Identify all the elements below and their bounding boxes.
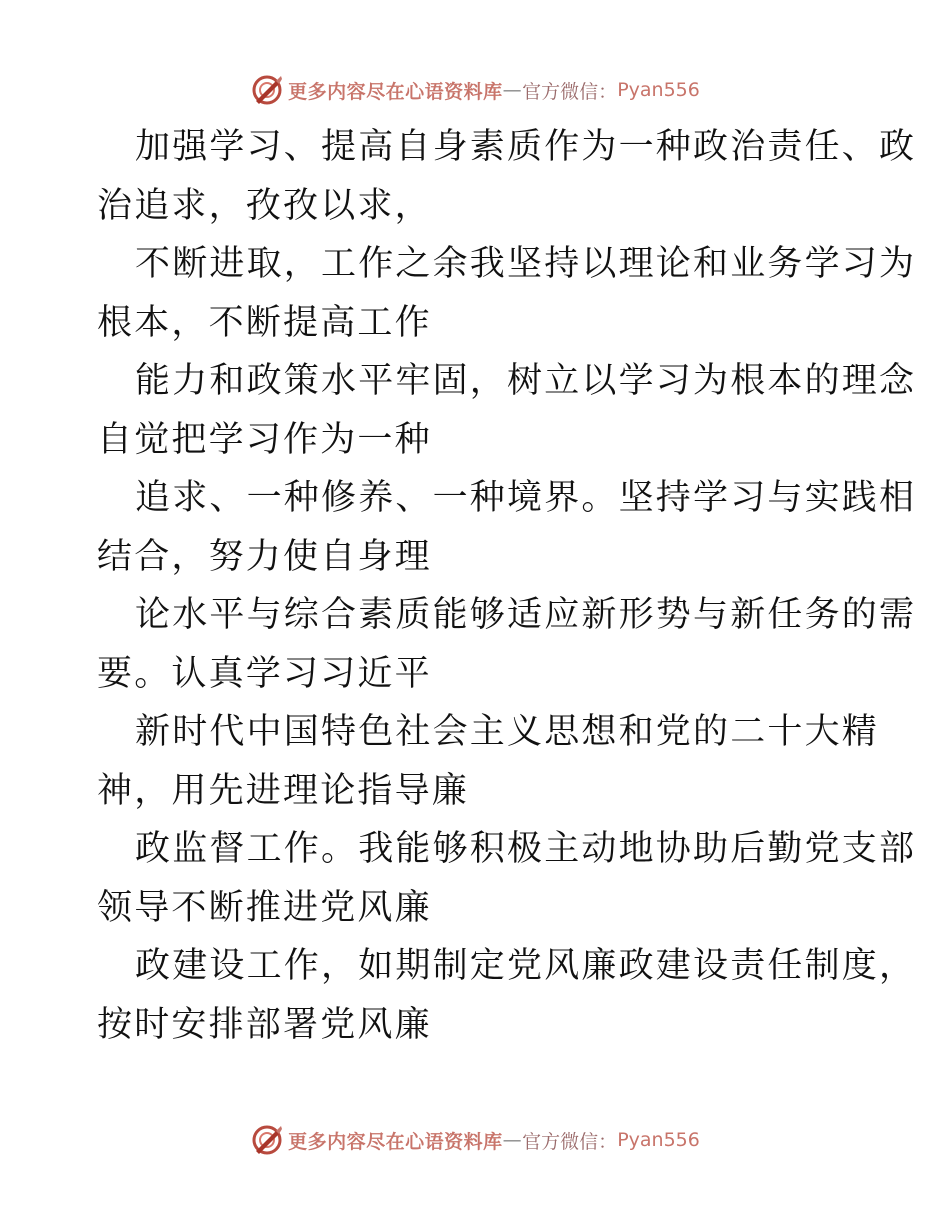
- watermark-label: 官方微信：: [522, 1130, 618, 1153]
- text-line: 加强学习、提高自身素质作为一种政治责任、政: [135, 127, 917, 167]
- text-line: 神，用先进理论指导廉: [97, 770, 470, 811]
- text-line: 领导不断推进党风廉: [97, 887, 432, 928]
- watermark-wechat-id: Pyan556: [617, 1129, 700, 1151]
- text-line: 政监督工作。我能够积极主动地协助后勤党支部: [135, 829, 917, 869]
- document-body: [97, 118, 917, 1054]
- footer-watermark: [0, 1122, 950, 1158]
- watermark-brand: 更多内容尽在心语资料库: [288, 1130, 503, 1153]
- text-line: 自觉把学习作为一种: [97, 419, 432, 460]
- text-line: 追求、一种修养、一种境界。坚持学习与实践相: [135, 478, 917, 518]
- text-line: 按时安排部署党风廉: [97, 1004, 432, 1045]
- text-line: 能力和政策水平牢固，树立以学习为根本的理念: [135, 361, 917, 401]
- text-line: 结合，努力使自身理: [97, 536, 432, 577]
- text-line: 治追求，孜孜以求，: [97, 185, 432, 226]
- text-line: 要。认真学习习近平: [97, 653, 432, 694]
- text-line: 根本，不断提高工作: [97, 302, 432, 343]
- brand-logo-icon: [250, 73, 284, 107]
- watermark-separator: —: [502, 79, 523, 101]
- text-line: 不断进取，工作之余我坚持以理论和业务学习为: [135, 244, 917, 284]
- watermark-wechat-id: Pyan556: [617, 79, 700, 101]
- header-watermark: [0, 72, 950, 108]
- text-line: 新时代中国特色社会主义思想和党的二十大精: [135, 712, 880, 752]
- text-line: 政建设工作，如期制定党风廉政建设责任制度，: [135, 946, 917, 986]
- text-line: 论水平与综合素质能够适应新形势与新任务的需: [135, 595, 917, 635]
- brand-logo-icon: [250, 1123, 284, 1157]
- watermark-brand: 更多内容尽在心语资料库: [288, 80, 503, 103]
- watermark-separator: —: [502, 1129, 523, 1151]
- watermark-label: 官方微信：: [522, 80, 618, 103]
